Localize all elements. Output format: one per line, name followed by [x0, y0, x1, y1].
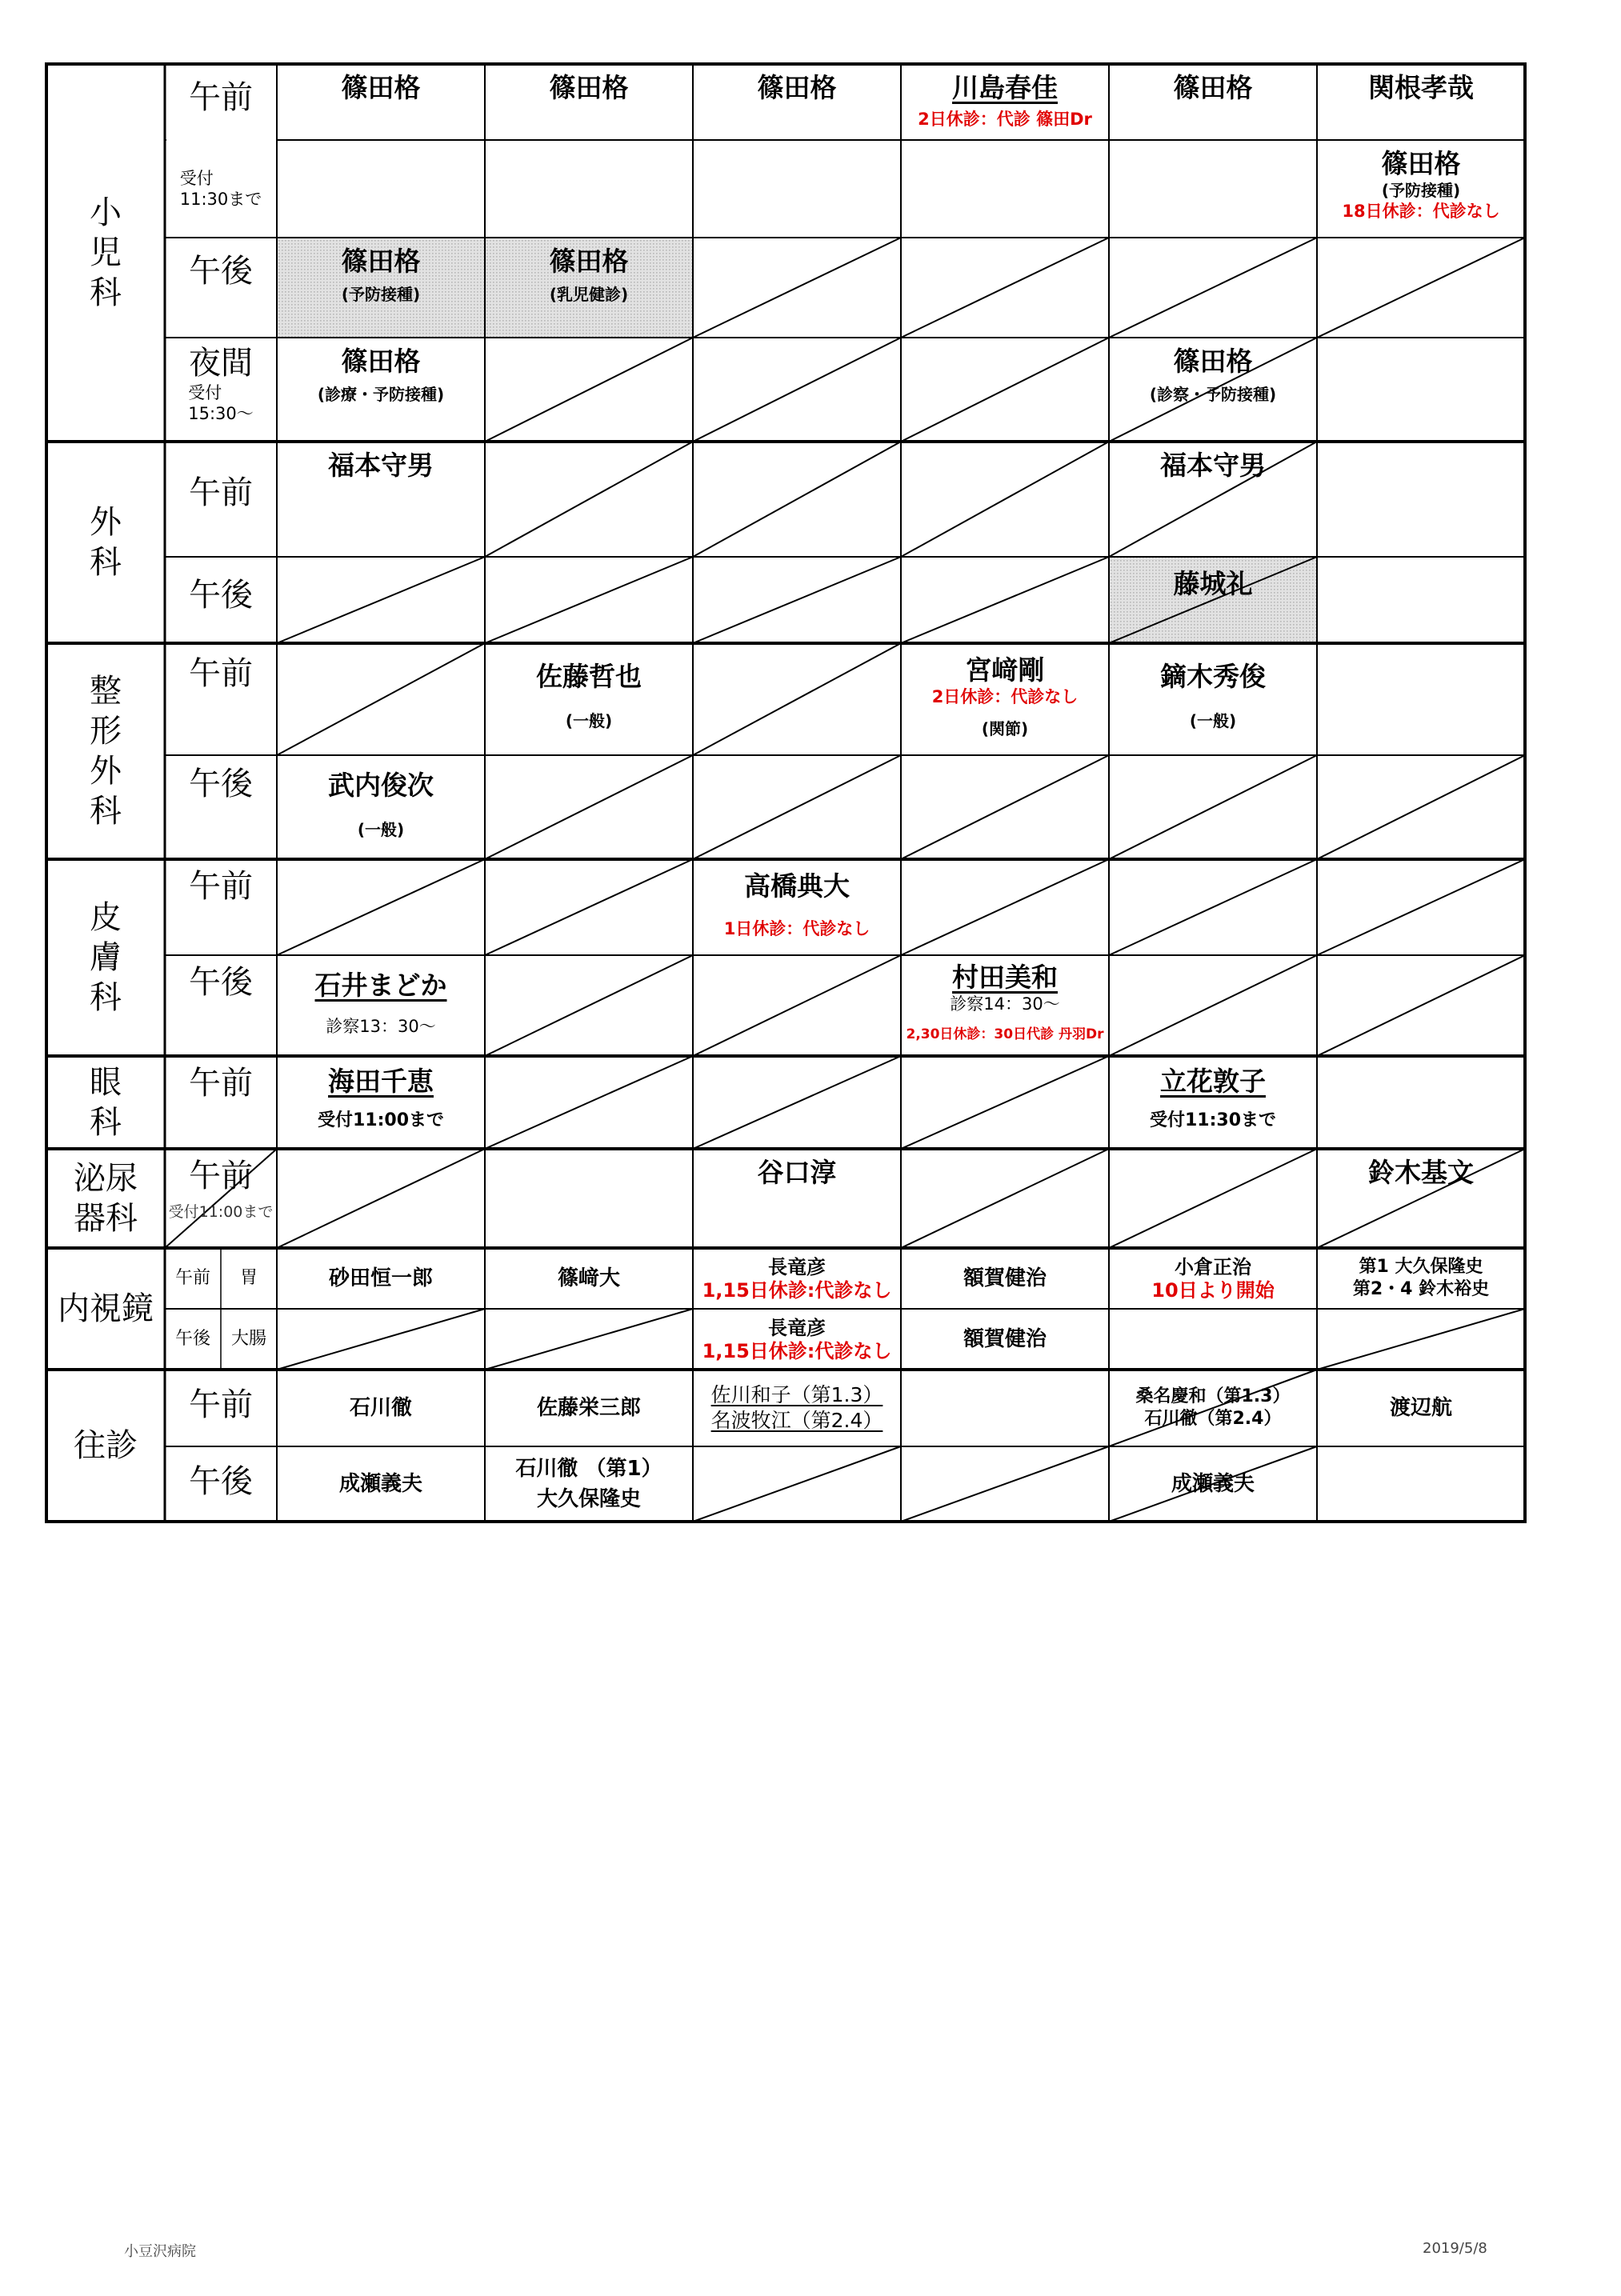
- cell-home-pm-2: [485, 1446, 693, 1522]
- cell-ped-am-2: [485, 64, 693, 140]
- dept-char: 科: [90, 979, 122, 1016]
- slot-label: 胃: [239, 1268, 258, 1288]
- doctor-name: 篠田格: [549, 246, 629, 277]
- cell-ort-am-2: [485, 643, 693, 755]
- footer-hospital: 小豆沢病院: [124, 2243, 196, 2260]
- cell-sub: 診察13：30〜: [326, 1017, 436, 1036]
- slot-ped-pm: [165, 238, 277, 338]
- cell-home-am-5: [1109, 1370, 1317, 1446]
- doctor-name: 篠田格: [341, 346, 421, 377]
- cell-uro-am-6: [1317, 1149, 1525, 1248]
- doctor-name: 谷口淳: [757, 1157, 837, 1188]
- cell-ped-am-6: [1317, 64, 1525, 140]
- cell-ped-night-1: [277, 338, 485, 442]
- slot-ped-night: [165, 338, 277, 442]
- dept-char: 形: [90, 713, 122, 750]
- doctor-name: 川島春佳: [952, 72, 1058, 103]
- doctor-name: 宮﨑剛: [965, 654, 1045, 686]
- cell-ort-am-4: [901, 643, 1109, 755]
- closure-note: 10日より開始: [1151, 1279, 1275, 1302]
- dept-endoscopy: [46, 1248, 165, 1370]
- cell-uro-am-3: [693, 1149, 901, 1248]
- slot-label: 午後: [189, 1463, 253, 1500]
- doctor-name: 佐藤栄三郎: [536, 1396, 641, 1420]
- slot-label: 午前: [189, 655, 253, 692]
- doctor-name: 篠田格: [1381, 148, 1461, 179]
- closure-note: 1日休診：代診なし: [723, 919, 871, 938]
- doctor-name: 福本守男: [328, 450, 434, 481]
- cell-home-am-6: [1317, 1370, 1525, 1446]
- cell-eye-am-1: [277, 1056, 485, 1149]
- slot-endo-am: [165, 1248, 221, 1309]
- cell-ort-pm-1: [277, 755, 485, 859]
- doctor-name: 佐川和子（第1.3）: [710, 1383, 883, 1406]
- doctor-name: 石川徹（第2.4）: [1144, 1409, 1282, 1429]
- cell-der-pm-1: [277, 955, 485, 1056]
- reception-note: 受付11:00まで: [168, 1203, 274, 1221]
- doctor-name: 篠﨑大: [557, 1266, 620, 1290]
- closure-note: 1,15日休診:代診なし: [702, 1340, 892, 1362]
- dept-char: 整: [90, 673, 122, 710]
- cell-ped-am-5: [1109, 64, 1317, 140]
- cell-home-am-1: [277, 1370, 485, 1446]
- slot-ort-pm: [165, 755, 277, 859]
- doctor-name: 鏑木秀俊: [1160, 661, 1266, 692]
- cell-sub: (予防接種): [1381, 181, 1461, 200]
- cell-sur-am-5: [1109, 442, 1317, 557]
- dept-pediatrics: [46, 64, 165, 442]
- dept-urology-line2: 器科: [74, 1200, 138, 1237]
- doctor-name: 桑名慶和（第1.3）: [1135, 1386, 1291, 1406]
- slot-sur-am: [165, 442, 277, 557]
- slot-label: 午前: [189, 1065, 253, 1102]
- slot-uro-am: [165, 1149, 277, 1248]
- slot-endo-colon: [221, 1309, 277, 1370]
- cell-endo-am-2: [485, 1248, 693, 1309]
- dept-dermatology: [46, 859, 165, 1056]
- doctor-name: 福本守男: [1160, 450, 1266, 481]
- dept-endoscopy-label: 内視鏡: [58, 1290, 154, 1327]
- cell-endo-am-5: [1109, 1248, 1317, 1309]
- cell-sub: (予防接種): [341, 285, 421, 304]
- slot-label: 午前: [189, 868, 253, 905]
- doctor-name: 大久保隆史: [536, 1487, 641, 1511]
- doctor-name: 篠田格: [549, 72, 629, 103]
- doctor-name: 篠田格: [1173, 72, 1253, 103]
- doctor-name: 砂田恒一郎: [328, 1266, 433, 1290]
- dept-surgery: [46, 442, 165, 643]
- dept-char: 科: [90, 1104, 122, 1141]
- cell-ort-am-5: [1109, 643, 1317, 755]
- doctor-name: 石川徹: [349, 1396, 412, 1420]
- dept-char: 外: [90, 753, 122, 790]
- cell-home-am-2: [485, 1370, 693, 1446]
- cell-sur-am-1: [277, 442, 485, 557]
- dept-homecare-label: 往診: [74, 1427, 138, 1464]
- slot-der-pm: [165, 955, 277, 1056]
- cell-home-pm-1: [277, 1446, 485, 1522]
- cell-der-am-3: [693, 859, 901, 955]
- cell-endo-pm-4: [901, 1309, 1109, 1370]
- doctor-name: 石川徹 （第1）: [515, 1457, 662, 1481]
- slot-label: 午前: [189, 79, 253, 116]
- dept-char: 科: [90, 274, 122, 311]
- slot-eye-am: [165, 1056, 277, 1149]
- reception-note: 受付 15:30〜: [188, 383, 254, 423]
- closure-note: 2日休診：代診なし: [931, 687, 1079, 706]
- slot-label: 大腸: [230, 1329, 266, 1349]
- doctor-name: 関根孝哉: [1368, 72, 1474, 103]
- cell-endo-am-1: [277, 1248, 485, 1309]
- cell-sub: 受付11:30まで: [1149, 1110, 1277, 1130]
- doctor-name: 鈴木基文: [1368, 1157, 1474, 1188]
- slot-label: 午前: [189, 1386, 253, 1423]
- cell-sub: (乳児健診): [549, 285, 629, 304]
- footer-date: 2019/5/8: [1423, 2240, 1487, 2257]
- cell-ped-night-5: [1109, 338, 1317, 442]
- dept-urology-line1: 泌尿: [74, 1160, 138, 1197]
- dept-char: 小: [90, 194, 122, 231]
- dept-char: 皮: [90, 899, 122, 936]
- doctor-name: 長竜彦: [768, 1256, 826, 1278]
- cell-ped-pm-2: [485, 238, 693, 338]
- slot-label: 午後: [189, 253, 253, 290]
- cell-sub: (診察・予防接種): [1149, 385, 1277, 404]
- doctor-name: 篠田格: [341, 72, 421, 103]
- slot-endo-pm: [165, 1309, 221, 1370]
- dept-homecare: [46, 1370, 165, 1522]
- slot-home-am: [165, 1370, 277, 1446]
- cell-sub: (診療・予防接種): [317, 385, 445, 404]
- cell-endo-pm-3: [693, 1309, 901, 1370]
- cell-home-pm-5: [1109, 1446, 1317, 1522]
- slot-ort-am: [165, 643, 277, 755]
- closure-note: 18日休診：代診なし: [1342, 202, 1500, 221]
- cell-sub: (一般): [565, 711, 613, 730]
- closure-note: 2,30日休診：30日代診 丹羽Dr: [906, 1026, 1104, 1042]
- doctor-name: 篠田格: [757, 72, 837, 103]
- slot-label: 午後: [174, 1329, 210, 1349]
- doctor-name: 村田美和: [952, 962, 1058, 993]
- doctor-name: 藤城礼: [1173, 568, 1253, 599]
- doctor-name: 第2・4 鈴木裕史: [1352, 1279, 1490, 1299]
- doctor-name: 渡辺航: [1389, 1396, 1452, 1420]
- slot-label: 午前: [174, 1268, 210, 1288]
- slot-label: 夜間: [189, 345, 253, 382]
- dept-orthopedics: [46, 643, 165, 859]
- cell-sub: 受付11:00まで: [317, 1110, 445, 1130]
- doctor-name: 第1 大久保隆史: [1359, 1257, 1483, 1277]
- cell-sub: 診察14：30〜: [950, 994, 1060, 1014]
- cell-ped-am2-6: [1317, 140, 1525, 238]
- cell-home-am-3: [693, 1370, 901, 1446]
- slot-der-am: [165, 859, 277, 955]
- dept-char: 眼: [90, 1064, 122, 1101]
- cell-endo-am-4: [901, 1248, 1109, 1309]
- doctor-name: 篠田格: [1173, 346, 1253, 377]
- cell-endo-am-3: [693, 1248, 901, 1309]
- cell-ped-pm-1: [277, 238, 485, 338]
- cell-sub: (関節): [981, 719, 1029, 738]
- dept-char: 外: [90, 504, 122, 541]
- slot-home-pm: [165, 1446, 277, 1522]
- closure-note: 2日休診：代診 篠田Dr: [918, 110, 1092, 129]
- doctor-name: 篠田格: [341, 246, 421, 277]
- cell-sub: (一般): [357, 820, 405, 839]
- doctor-name: 武内俊次: [328, 770, 434, 801]
- doctor-name: 石井まどか: [314, 970, 447, 1001]
- doctor-name: 佐藤哲也: [536, 661, 642, 692]
- cell-ped-am-4: [901, 64, 1109, 140]
- doctor-name: 成瀬義夫: [338, 1472, 422, 1496]
- dept-char: 科: [90, 793, 122, 830]
- dept-ophthalmology: [46, 1056, 165, 1149]
- slot-label: 午後: [189, 577, 253, 614]
- dept-urology: [46, 1149, 165, 1248]
- slot-label: 午前: [189, 1158, 253, 1194]
- slot-ped-am: [165, 64, 277, 140]
- cell-eye-am-5: [1109, 1056, 1317, 1149]
- slot-label: 午後: [189, 766, 253, 802]
- cell-ped-am-1: [277, 64, 485, 140]
- cell-endo-am-6: [1317, 1248, 1525, 1309]
- doctor-name: 額賀健治: [963, 1266, 1047, 1290]
- dept-char: 科: [90, 544, 122, 581]
- doctor-name: 小倉正治: [1175, 1256, 1251, 1278]
- cell-sub: (一般): [1189, 711, 1237, 730]
- doctor-name: 成瀬義夫: [1171, 1472, 1255, 1496]
- slot-label: 午後: [189, 964, 253, 1001]
- cell-der-pm-4: [901, 955, 1109, 1056]
- slot-sur-pm: [165, 557, 277, 643]
- slot-ped-reception: [165, 140, 277, 238]
- reception-note: 受付 11:30まで: [179, 169, 262, 209]
- doctor-name: 高橋典大: [744, 870, 850, 902]
- cell-ped-am-3: [693, 64, 901, 140]
- doctor-name: 海田千恵: [328, 1066, 434, 1097]
- closure-note: 1,15日休診:代診なし: [702, 1279, 892, 1302]
- doctor-name: 立花敦子: [1160, 1066, 1266, 1097]
- doctor-name: 名波牧江（第2.4）: [710, 1409, 883, 1432]
- slot-endo-stomach: [221, 1248, 277, 1309]
- doctor-name: 長竜彦: [768, 1317, 826, 1339]
- cell-sur-pm-5: [1109, 557, 1317, 643]
- dept-char: 膚: [90, 939, 122, 976]
- dept-char: 児: [90, 234, 122, 271]
- doctor-name: 額賀健治: [963, 1327, 1047, 1351]
- slot-label: 午前: [189, 474, 253, 511]
